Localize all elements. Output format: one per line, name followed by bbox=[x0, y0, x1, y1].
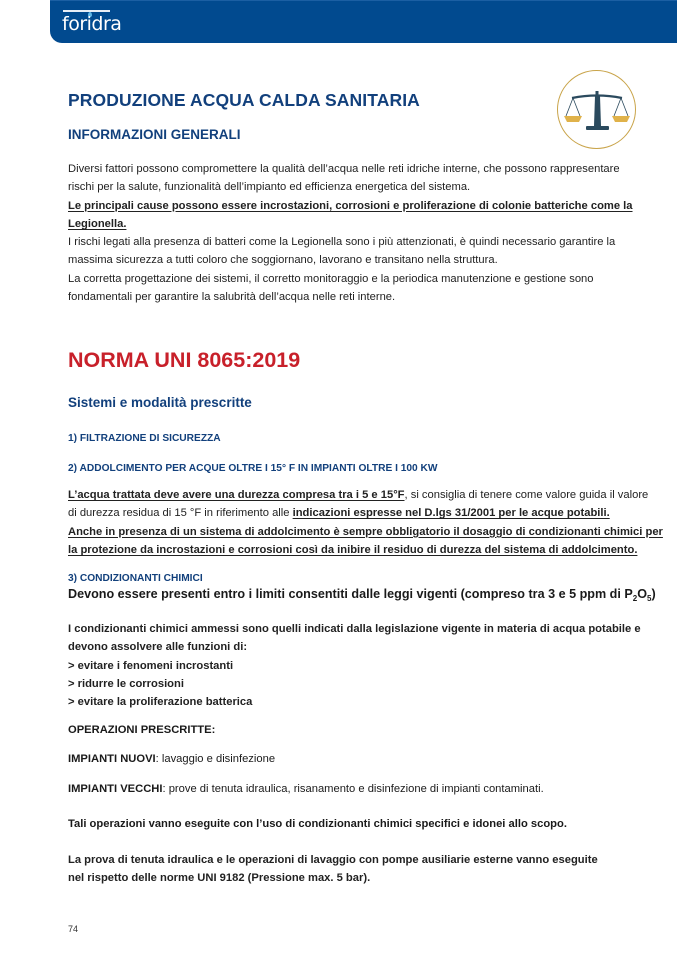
new-systems-line bbox=[68, 753, 658, 765]
step-2-line bbox=[68, 486, 648, 504]
conditioners-line: I condizionanti chimici ammessi sono quelli indicati dalla legislazione vigente in materia di acqua potabile e bbox=[68, 623, 641, 635]
page-title: PRODUZIONE ACQUA CALDA SANITARIA bbox=[68, 90, 420, 110]
step-2-line bbox=[68, 504, 648, 522]
intro-line: Diversi fattori possono compromettere la qualità dell’acqua nelle reti idriche interne, che possono rappresentare bbox=[68, 163, 620, 175]
conditioners-line: devono assolvere alle funzioni di: bbox=[68, 641, 248, 654]
hardness-range-text: L’acqua trattata deve avere una durezza compresa tra i 5 e 15°F bbox=[68, 489, 405, 501]
pressure-test-note bbox=[68, 851, 648, 888]
operations-heading: OPERAZIONI PRESCRITTE: bbox=[68, 724, 216, 736]
old-systems-label: IMPIANTI VECCHI bbox=[68, 783, 163, 795]
step-2-paragraph bbox=[68, 486, 663, 559]
old-systems-line bbox=[68, 783, 658, 795]
residual-hardness-text: di durezza residua di 15 °F in riferimento alle bbox=[68, 507, 293, 520]
subscript: 5 bbox=[647, 594, 652, 603]
conditioners-paragraph bbox=[68, 620, 648, 711]
hardness-guidance-text: , si consiglia di tenere come valore guida il valore bbox=[404, 489, 649, 501]
pressure-note-line: nel rispetto delle norme UNI 9182 (Pressione max. 5 bar). bbox=[68, 872, 371, 885]
balance-scale-icon bbox=[557, 70, 636, 149]
step-1-heading: 1) FILTRAZIONE DI SICUREZZA bbox=[68, 433, 221, 444]
intro-line-emphasis: Legionella. bbox=[68, 217, 127, 230]
function-list-item: > evitare la proliferazione batterica bbox=[68, 696, 253, 709]
intro-line: La corretta progettazione dei sistemi, il corretto monitoraggio e la periodica manutenzione e gestione sono bbox=[68, 272, 594, 285]
page-number: 74 bbox=[68, 924, 79, 934]
intro-line: fondamentali per garantire la salubrità dell’acqua nelle reti interne. bbox=[68, 291, 396, 304]
decree-reference-text: indicazioni espresse nel D.lgs 31/2001 per le acque potabili. bbox=[292, 507, 610, 520]
brand-name: foridra bbox=[62, 13, 122, 35]
step-3-heading: 3) CONDIZIONANTI CHIMICI bbox=[68, 573, 203, 584]
norma-title: NORMA UNI 8065:2019 bbox=[68, 348, 301, 372]
new-systems-text: : lavaggio e disinfezione bbox=[155, 753, 276, 765]
step-3-lead bbox=[68, 587, 656, 603]
function-list-item: > evitare i fenomeni incrostanti bbox=[68, 659, 234, 672]
operations-note: Tali operazioni vanno eseguite con l’uso di condizionanti chimici specifici e idonei allo scopo. bbox=[68, 818, 567, 830]
section-subtitle: INFORMAZIONI GENERALI bbox=[68, 127, 241, 142]
step-3-lead-text: ) bbox=[651, 587, 656, 601]
intro-line: I rischi legati alla presenza di batteri come la Legionella sono i più attenzionati, è quindi necessario garantire la bbox=[68, 236, 616, 249]
header-bar bbox=[50, 0, 677, 43]
step-2-line-emphasis: Anche in presenza di un sistema di addolcimento è sempre obbligatorio il dosaggio di condizionanti chimici per bbox=[68, 525, 663, 538]
norma-subtitle: Sistemi e modalità prescritte bbox=[68, 395, 252, 410]
intro-paragraph bbox=[68, 160, 648, 306]
step-3-lead-text: O bbox=[637, 587, 648, 601]
step-2-heading: 2) ADDOLCIMENTO PER ACQUE OLTRE I 15° F IN IMPIANTI OLTRE I 100 KW bbox=[68, 463, 438, 474]
intro-line-emphasis: Le principali cause possono essere incrostazioni, corrosioni e proliferazione di colonie batteriche come la bbox=[68, 199, 633, 212]
new-systems-label: IMPIANTI NUOVI bbox=[68, 753, 156, 765]
pressure-note-line: La prova di tenuta idraulica e le operazioni di lavaggio con pompe ausiliarie esterne vanno eseguite bbox=[68, 854, 598, 866]
subscript: 2 bbox=[632, 594, 638, 603]
function-list-item: > ridurre le corrosioni bbox=[68, 677, 184, 690]
step-2-line-emphasis: la protezione da incrostazioni e corrosioni così da inibire il residuo di durezza del sistema di addolcimento. bbox=[68, 543, 638, 556]
old-systems-text: : prove di tenuta idraulica, risanamento e disinfezione di impianti contaminati. bbox=[162, 783, 544, 795]
brand-logo bbox=[62, 7, 142, 37]
intro-line: massima sicurezza a tutti coloro che soggiornano, lavorano e transitano nella struttura. bbox=[68, 254, 498, 267]
step-3-lead-text: Devono essere presenti entro i limiti consentiti dalle leggi vigenti (compreso tra 3 e 5 ppm di P bbox=[68, 587, 633, 601]
logo-line bbox=[63, 10, 110, 12]
intro-line: rischi per la salute, funzionalità dell’impianto ed efficienza energetica del sistema. bbox=[68, 181, 471, 194]
